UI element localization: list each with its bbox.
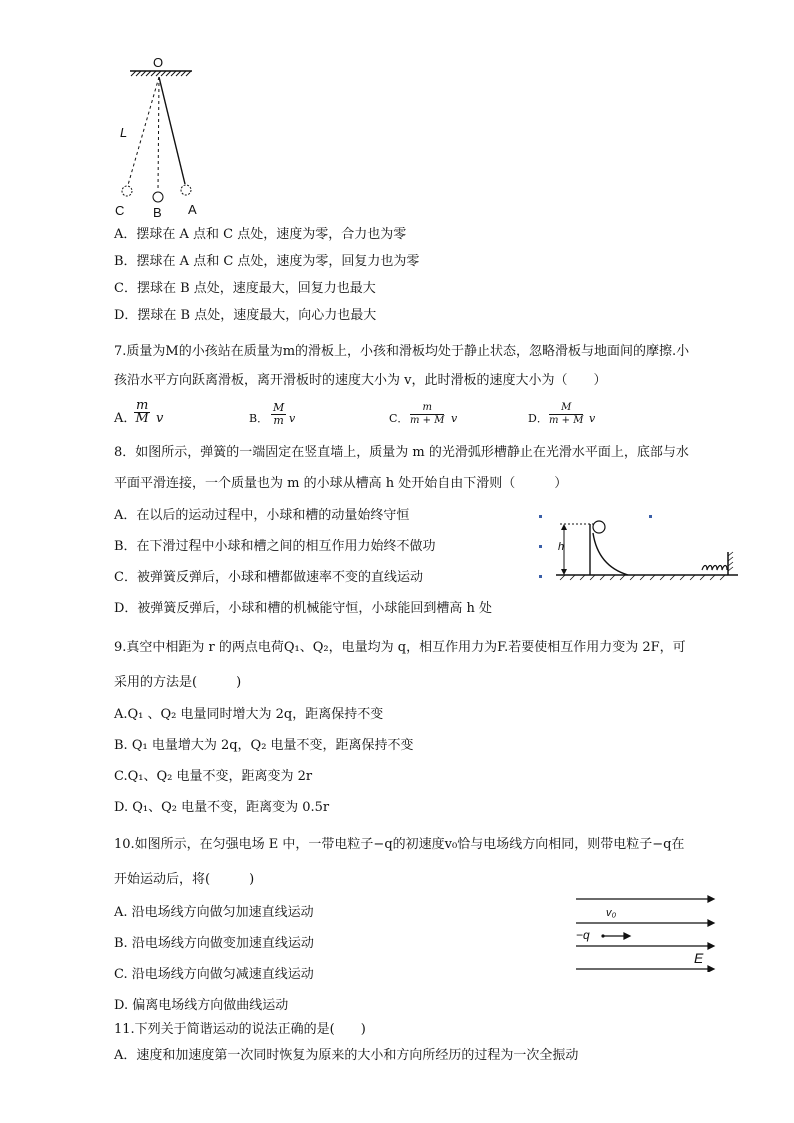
q9-stem-line2: 采用的方法是( ) [114, 675, 242, 690]
q10-stem-line1: 10.如图所示，在匀强电场 E 中，一带电粒子−q的初速度v₀恰与电场线方向相同，则带电粒子−q在 [114, 837, 685, 852]
point-label-a: A [188, 202, 197, 217]
q7-option-c-var: v [451, 412, 458, 425]
q7-option-c-letter: C． [389, 412, 409, 425]
field-label: E [694, 950, 704, 966]
q9-option-a: A.Q₁ 、Q₂ 电量同时增大为 2q，距离保持不变 [114, 707, 384, 722]
q8-option-c: C．被弹簧反弹后，小球和槽都做速率不变的直线运动 [114, 570, 423, 585]
q6-option-a: A．摆球在 A 点和 C 点处，速度为零，合力也为零 [114, 227, 407, 242]
q7-option-a-fraction [134, 400, 150, 425]
q7-option-b-den: m [273, 414, 284, 427]
q7-option-a-letter: A． [114, 411, 137, 426]
length-label: L [120, 125, 128, 140]
q9-option-c: C.Q₁、Q₂ 电量不变，距离变为 2r [114, 769, 313, 784]
v0-label: v₀ [606, 907, 617, 919]
charge-label: −q [576, 928, 590, 942]
q8-option-b: B．在下滑过程中小球和槽之间的相互作用力始终不做功 [114, 539, 436, 554]
q7-option-c-fraction [410, 402, 444, 427]
q7-option-b-var: v [289, 412, 296, 425]
height-label: h [558, 541, 565, 553]
q10-stem-line2: 开始运动后，将( ) [114, 872, 255, 887]
q7-option-d-var: v [589, 412, 596, 425]
q7-option-d-num: M [549, 402, 583, 415]
q7-option-d-letter: D． [528, 412, 548, 425]
point-label-c: C [115, 203, 125, 218]
q10-option-b: B. 沿电场线方向做变加速直线运动 [114, 936, 314, 951]
q7-option-b-letter: B． [249, 412, 269, 425]
q10-option-d: D. 偏离电场线方向做曲线运动 [114, 998, 289, 1013]
q9-option-b: B. Q₁ 电量增大为 2q，Q₂ 电量不变，距离保持不变 [114, 738, 414, 753]
q7-stem-line2: 孩沿水平方向跃离滑板，离开滑板时的速度大小为 v，此时滑板的速度大小为（ ） [114, 373, 607, 388]
pivot-label: O [153, 55, 164, 70]
q7-option-d-fraction [549, 402, 583, 427]
arc-slot-spring-figure [536, 508, 756, 583]
q7-option-a-var: v [156, 411, 164, 426]
q7-option-c-num: m [410, 402, 444, 415]
point-label-b: B [153, 205, 162, 220]
q7-option-c-den: m + M [410, 415, 445, 426]
q8-stem-line2: 平面平滑连接，一个质量也为 m 的小球从槽高 h 处开始自由下滑则（ ） [114, 476, 568, 491]
q7-stem-line1: 7.质量为M的小孩站在质量为m的滑板上，小孩和滑板均处于静止状态，忽略滑板与地面间的摩擦.小 [114, 344, 690, 359]
q11-option-a: A．速度和加速度第一次同时恢复为原来的大小和方向所经历的过程为一次全振动 [114, 1048, 579, 1063]
q7-option-b-num: M [273, 401, 285, 414]
q10-option-a: A. 沿电场线方向做匀加速直线运动 [114, 905, 314, 920]
q6-option-d: D．摆球在 B 点处，速度最大，向心力也最大 [114, 308, 377, 323]
q6-option-c: C．摆球在 B 点处，速度最大，回复力也最大 [114, 281, 376, 296]
q8-option-a: A．在以后的运动过程中，小球和槽的动量始终守恒 [114, 508, 410, 523]
q7-option-b-fraction [271, 402, 286, 427]
q7-option-a-num: m [136, 398, 149, 413]
q9-stem-line1: 9.真空中相距为 r 的两点电荷Q₁、Q₂，电量均为 q，相互作用力为F.若要使相互作用力变为 2F，可 [114, 640, 686, 655]
pendulum-figure [0, 0, 794, 230]
q8-stem-line1: 8．如图所示，弹簧的一端固定在竖直墙上，质量为 m 的光滑弧形槽静止在光滑水平面上，底部与水 [114, 445, 689, 460]
q6-option-b: B．摆球在 A 点和 C 点处，速度为零，回复力也为零 [114, 254, 420, 269]
q11-stem: 11.下列关于简谐运动的说法正确的是( ) [114, 1022, 366, 1037]
q7-option-d-den: m + M [549, 415, 584, 426]
q7-option-a-den: M [135, 411, 149, 426]
q9-option-d: D. Q₁、Q₂ 电量不变，距离变为 0.5r [114, 800, 330, 815]
q10-option-c: C. 沿电场线方向做匀减速直线运动 [114, 967, 314, 982]
q8-option-d: D．被弹簧反弹后，小球和槽的机械能守恒，小球能回到槽高 h 处 [114, 601, 493, 616]
